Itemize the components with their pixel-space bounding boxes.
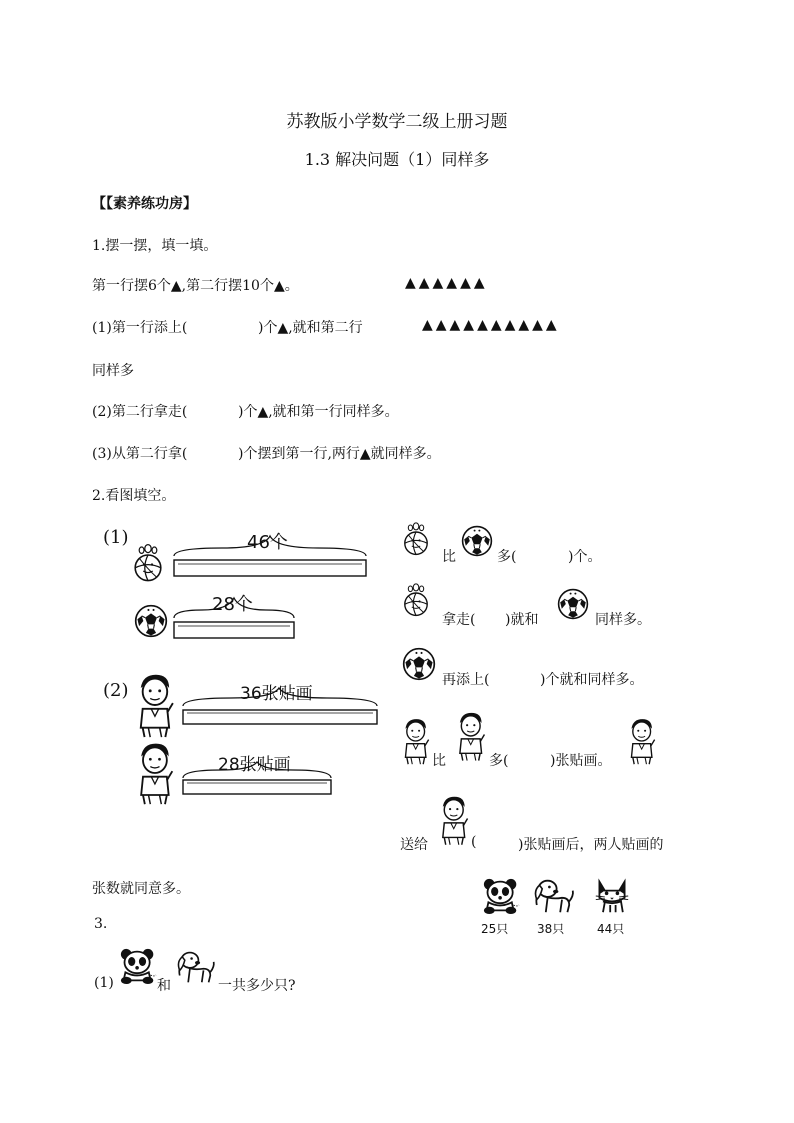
cat-icon (592, 878, 632, 914)
q3-heading: 3. (94, 916, 108, 932)
q2-p1-duo: 多( (497, 549, 517, 565)
boy-icon (454, 710, 486, 762)
bar-46-label: 46个 (247, 532, 288, 553)
q2-p1-s2-c: 同样多。 (595, 612, 651, 628)
q3-part1-prefix: (1) (94, 975, 114, 991)
triangle-row-1: ▲▲▲▲▲▲ (405, 275, 488, 291)
triangle-row-2: ▲▲▲▲▲▲▲▲▲▲ (422, 317, 560, 333)
q2-p1-end: )个。 (568, 549, 602, 565)
q2-p1-s3-a: 再添上( (442, 672, 490, 688)
boy-icon (400, 716, 430, 766)
bar-36-label: 36张贴画 (240, 684, 313, 704)
lesson-subtitle: 1.3 解决问题（1）同样多 (304, 150, 490, 169)
dog-icon (174, 950, 216, 984)
q2-p1-s3-b: )个就和同样多。 (540, 672, 644, 688)
boy-icon (437, 793, 469, 847)
q1-part3-suffix: )个摆到第一行,两行▲就同样多。 (238, 446, 441, 462)
cat-count: 44只 (597, 922, 625, 936)
q2-p2-s2-b: )张贴画后，两人贴画的 (518, 837, 664, 853)
section-heading: 【【素养练功房】 (92, 196, 197, 212)
q2-p1-s2-b: )就和 (505, 612, 539, 628)
q2-p2-bi: 比 (432, 753, 446, 769)
q3-part1-suffix: 一共多少只? (218, 978, 296, 994)
bar-28-label: 28个 (212, 594, 253, 615)
panda-icon (118, 948, 158, 984)
q1-part3-prefix: (3)从第二行拿( (92, 446, 188, 462)
dog-icon (531, 878, 575, 914)
q2-p2-s2-c: 张数就同意多。 (92, 881, 190, 897)
q1-part1-suffix: )个▲,就和第二行 (258, 320, 363, 336)
q2-p2-s2-paren: ( (471, 834, 477, 850)
q2-p2-s2-a: 送给 (400, 837, 428, 853)
q3-part1-he: 和 (157, 978, 171, 994)
q1-part2-prefix: (2)第二行拿走( (92, 404, 188, 420)
q1-heading: 1.摆一摆，填一填。 (92, 238, 218, 254)
q2-p2-duo: 多( (489, 753, 509, 769)
dog-count: 38只 (537, 922, 565, 936)
boy-icon (626, 716, 656, 766)
q1-intro: 第一行摆6个▲,第二行摆10个▲。 (92, 278, 299, 294)
q2-p2-end: )张贴画。 (550, 753, 612, 769)
boy-icon (133, 740, 175, 806)
q2-part1-marker: (1) (103, 527, 129, 548)
soccer-ball-icon (402, 647, 436, 681)
panda-count: 25只 (481, 922, 509, 936)
soccer-ball-icon (134, 604, 168, 638)
boy-icon (133, 671, 175, 739)
q2-p1-s2-a: 拿走( (442, 612, 476, 628)
panda-icon (481, 878, 521, 914)
basketball-icon (402, 583, 430, 617)
q2-heading: 2.看图填空。 (92, 488, 176, 504)
q2-part2-marker: (2) (103, 680, 129, 701)
bar-28-stickers-label: 28张贴画 (218, 755, 291, 775)
q1-part1-prefix: (1)第一行添上( (92, 320, 188, 336)
page-title: 苏教版小学数学二级上册习题 (286, 112, 508, 132)
q2-p1-bi: 比 (442, 549, 456, 565)
soccer-ball-icon (557, 588, 589, 620)
basketball-icon (132, 543, 164, 583)
q1-part2-suffix: )个▲,就和第一行同样多。 (238, 404, 399, 420)
q1-part1-continuation: 同样多 (92, 363, 134, 379)
basketball-icon (402, 522, 430, 556)
soccer-ball-icon (461, 525, 493, 557)
